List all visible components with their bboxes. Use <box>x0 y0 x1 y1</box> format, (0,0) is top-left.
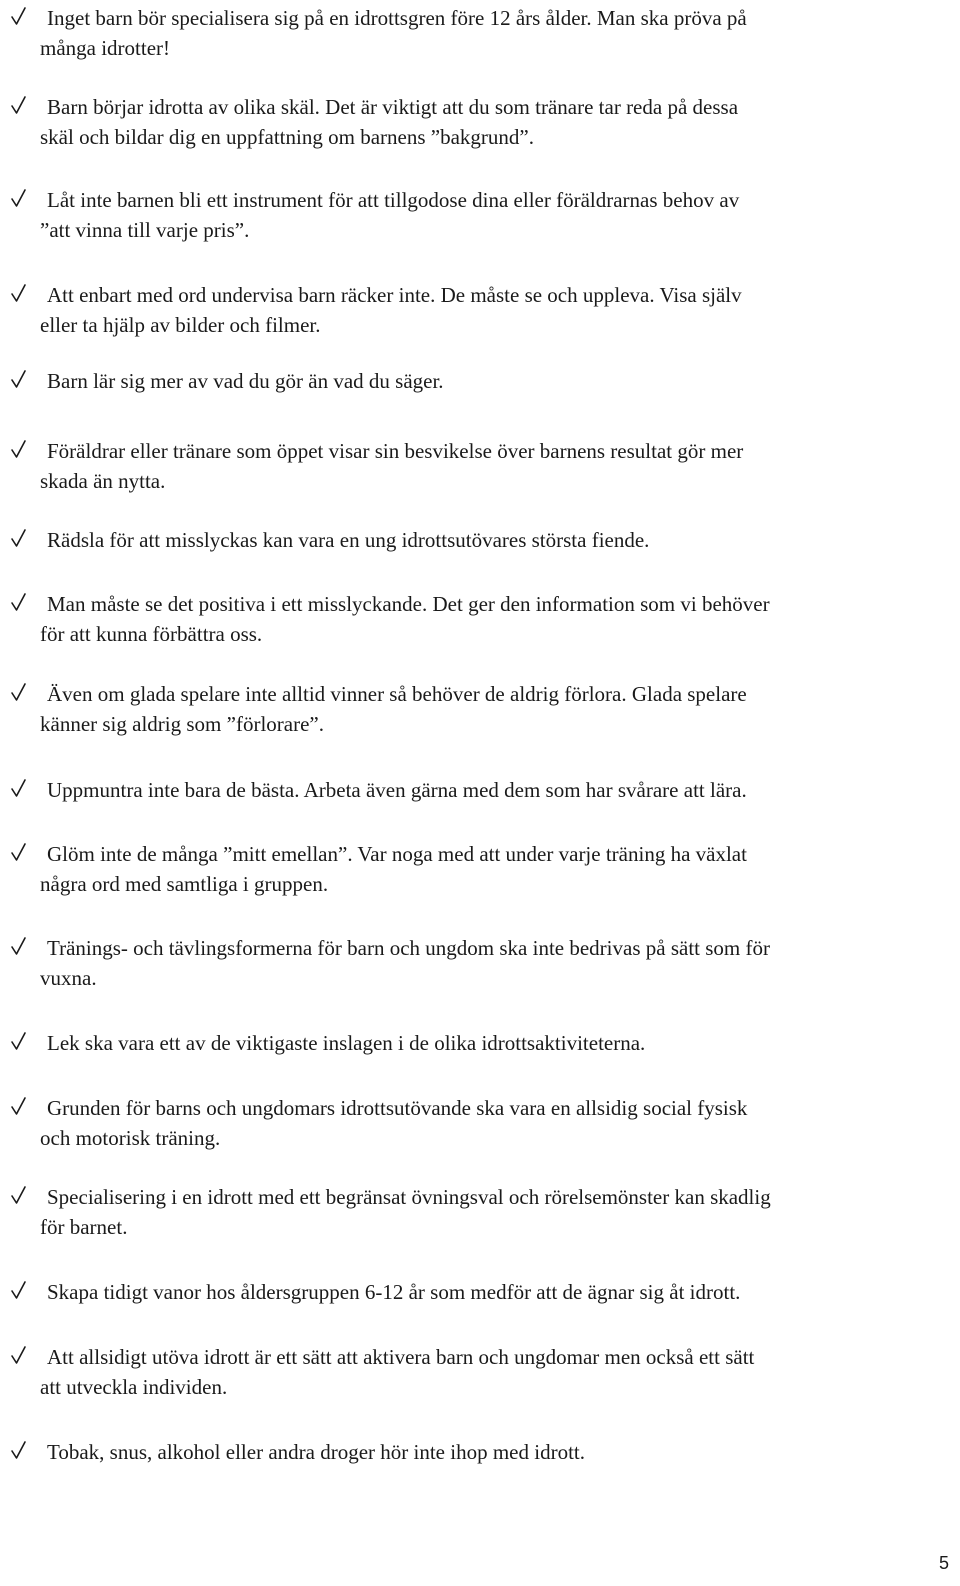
list-item <box>0 528 960 598</box>
check-icon <box>10 1280 27 1300</box>
list-item <box>0 1280 960 1350</box>
list-item <box>0 95 960 165</box>
check-icon <box>10 1185 27 1205</box>
page-number: 5 <box>938 1553 949 1573</box>
check-icon <box>10 778 27 798</box>
item-text-line1: Specialisering i en idrott med ett begränsat övningsval och rörelsemönster kan skadlig <box>47 1185 771 1209</box>
check-icon <box>10 188 27 208</box>
item-text-line1: Rädsla för att misslyckas kan vara en ung idrottsutövares största fiende. <box>47 528 650 552</box>
check-icon <box>10 369 27 389</box>
list-item <box>0 188 960 258</box>
item-text-line1: Tränings- och tävlingsformerna för barn och ungdom ska inte bedrivas på sätt som för <box>47 936 770 960</box>
item-text-line1: Även om glada spelare inte alltid vinner så behöver de aldrig förlora. Glada spelare <box>47 682 747 706</box>
item-text-line1: Föräldrar eller tränare som öppet visar sin besvikelse över barnens resultat gör mer <box>47 439 744 463</box>
item-text-line2: många idrotter! <box>40 36 171 60</box>
item-text-line2: och motorisk träning. <box>40 1126 221 1150</box>
list-item <box>0 1440 960 1510</box>
item-text-line2: eller ta hjälp av bilder och filmer. <box>40 313 321 337</box>
list-item <box>0 1345 960 1415</box>
item-text-line1: Lek ska vara ett av de viktigaste inslagen i de olika idrottsaktiviteterna. <box>47 1031 646 1055</box>
item-text-line1: Skapa tidigt vanor hos åldersgruppen 6-12 år som medför att de ägnar sig åt idrott. <box>47 1280 741 1304</box>
check-icon <box>10 1031 27 1051</box>
item-text-line1: Man måste se det positiva i ett misslyckande. Det ger den information som vi behöver <box>47 592 770 616</box>
check-icon <box>10 283 27 303</box>
item-text-line1: Glöm inte de många ”mitt emellan”. Var noga med att under varje träning ha växlat <box>47 842 747 866</box>
check-icon <box>10 682 27 702</box>
item-text-line2: för barnet. <box>40 1215 128 1239</box>
list-item <box>0 842 960 912</box>
item-text-line2: skada än nytta. <box>40 469 166 493</box>
check-icon <box>10 439 27 459</box>
list-item <box>0 1185 960 1255</box>
item-text-line2: ”att vinna till varje pris”. <box>40 218 250 242</box>
item-text-line2: för att kunna förbättra oss. <box>40 622 263 646</box>
check-icon <box>10 592 27 612</box>
list-item <box>0 682 960 752</box>
list-item <box>0 1096 960 1166</box>
item-text-line1: Uppmuntra inte bara de bästa. Arbeta även gärna med dem som har svårare att lära. <box>47 778 747 802</box>
item-text-line1: Inget barn bör specialisera sig på en idrottsgren före 12 års ålder. Man ska pröva på <box>47 6 747 30</box>
check-icon <box>10 6 27 26</box>
item-text-line1: Att allsidigt utöva idrott är ett sätt att aktivera barn och ungdomar men också ett sätt <box>47 1345 755 1369</box>
list-item <box>0 936 960 1006</box>
list-item <box>0 439 960 509</box>
list-item <box>0 283 960 353</box>
check-icon <box>10 1096 27 1116</box>
item-text-line2: skäl och bildar dig en uppfattning om barnens ”bakgrund”. <box>40 125 534 149</box>
item-text-line2: känner sig aldrig som ”förlorare”. <box>40 712 324 736</box>
item-text-line1: Tobak, snus, alkohol eller andra droger hör inte ihop med idrott. <box>47 1440 585 1464</box>
item-text-line2: vuxna. <box>40 966 97 990</box>
item-text-line1: Barn lär sig mer av vad du gör än vad du säger. <box>47 369 444 393</box>
check-icon <box>10 936 27 956</box>
check-icon <box>10 1345 27 1365</box>
list-item <box>0 778 960 848</box>
item-text-line1: Att enbart med ord undervisa barn räcker inte. De måste se och uppleva. Visa själv <box>47 283 742 307</box>
item-text-line1: Låt inte barnen bli ett instrument för att tillgodose dina eller föräldrarnas behov av <box>47 188 740 212</box>
item-text-line2: några ord med samtliga i gruppen. <box>40 872 329 896</box>
check-icon <box>10 95 27 115</box>
check-icon <box>10 528 27 548</box>
list-item <box>0 1031 960 1101</box>
list-item <box>0 369 960 439</box>
item-text-line1: Grunden för barns och ungdomars idrottsutövande ska vara en allsidig social fysisk <box>47 1096 748 1120</box>
check-icon <box>10 1440 27 1460</box>
check-icon <box>10 842 27 862</box>
item-text-line1: Barn börjar idrotta av olika skäl. Det är viktigt att du som tränare tar reda på dessa <box>47 95 739 119</box>
list-item <box>0 6 960 76</box>
list-item <box>0 592 960 662</box>
item-text-line2: att utveckla individen. <box>40 1375 228 1399</box>
